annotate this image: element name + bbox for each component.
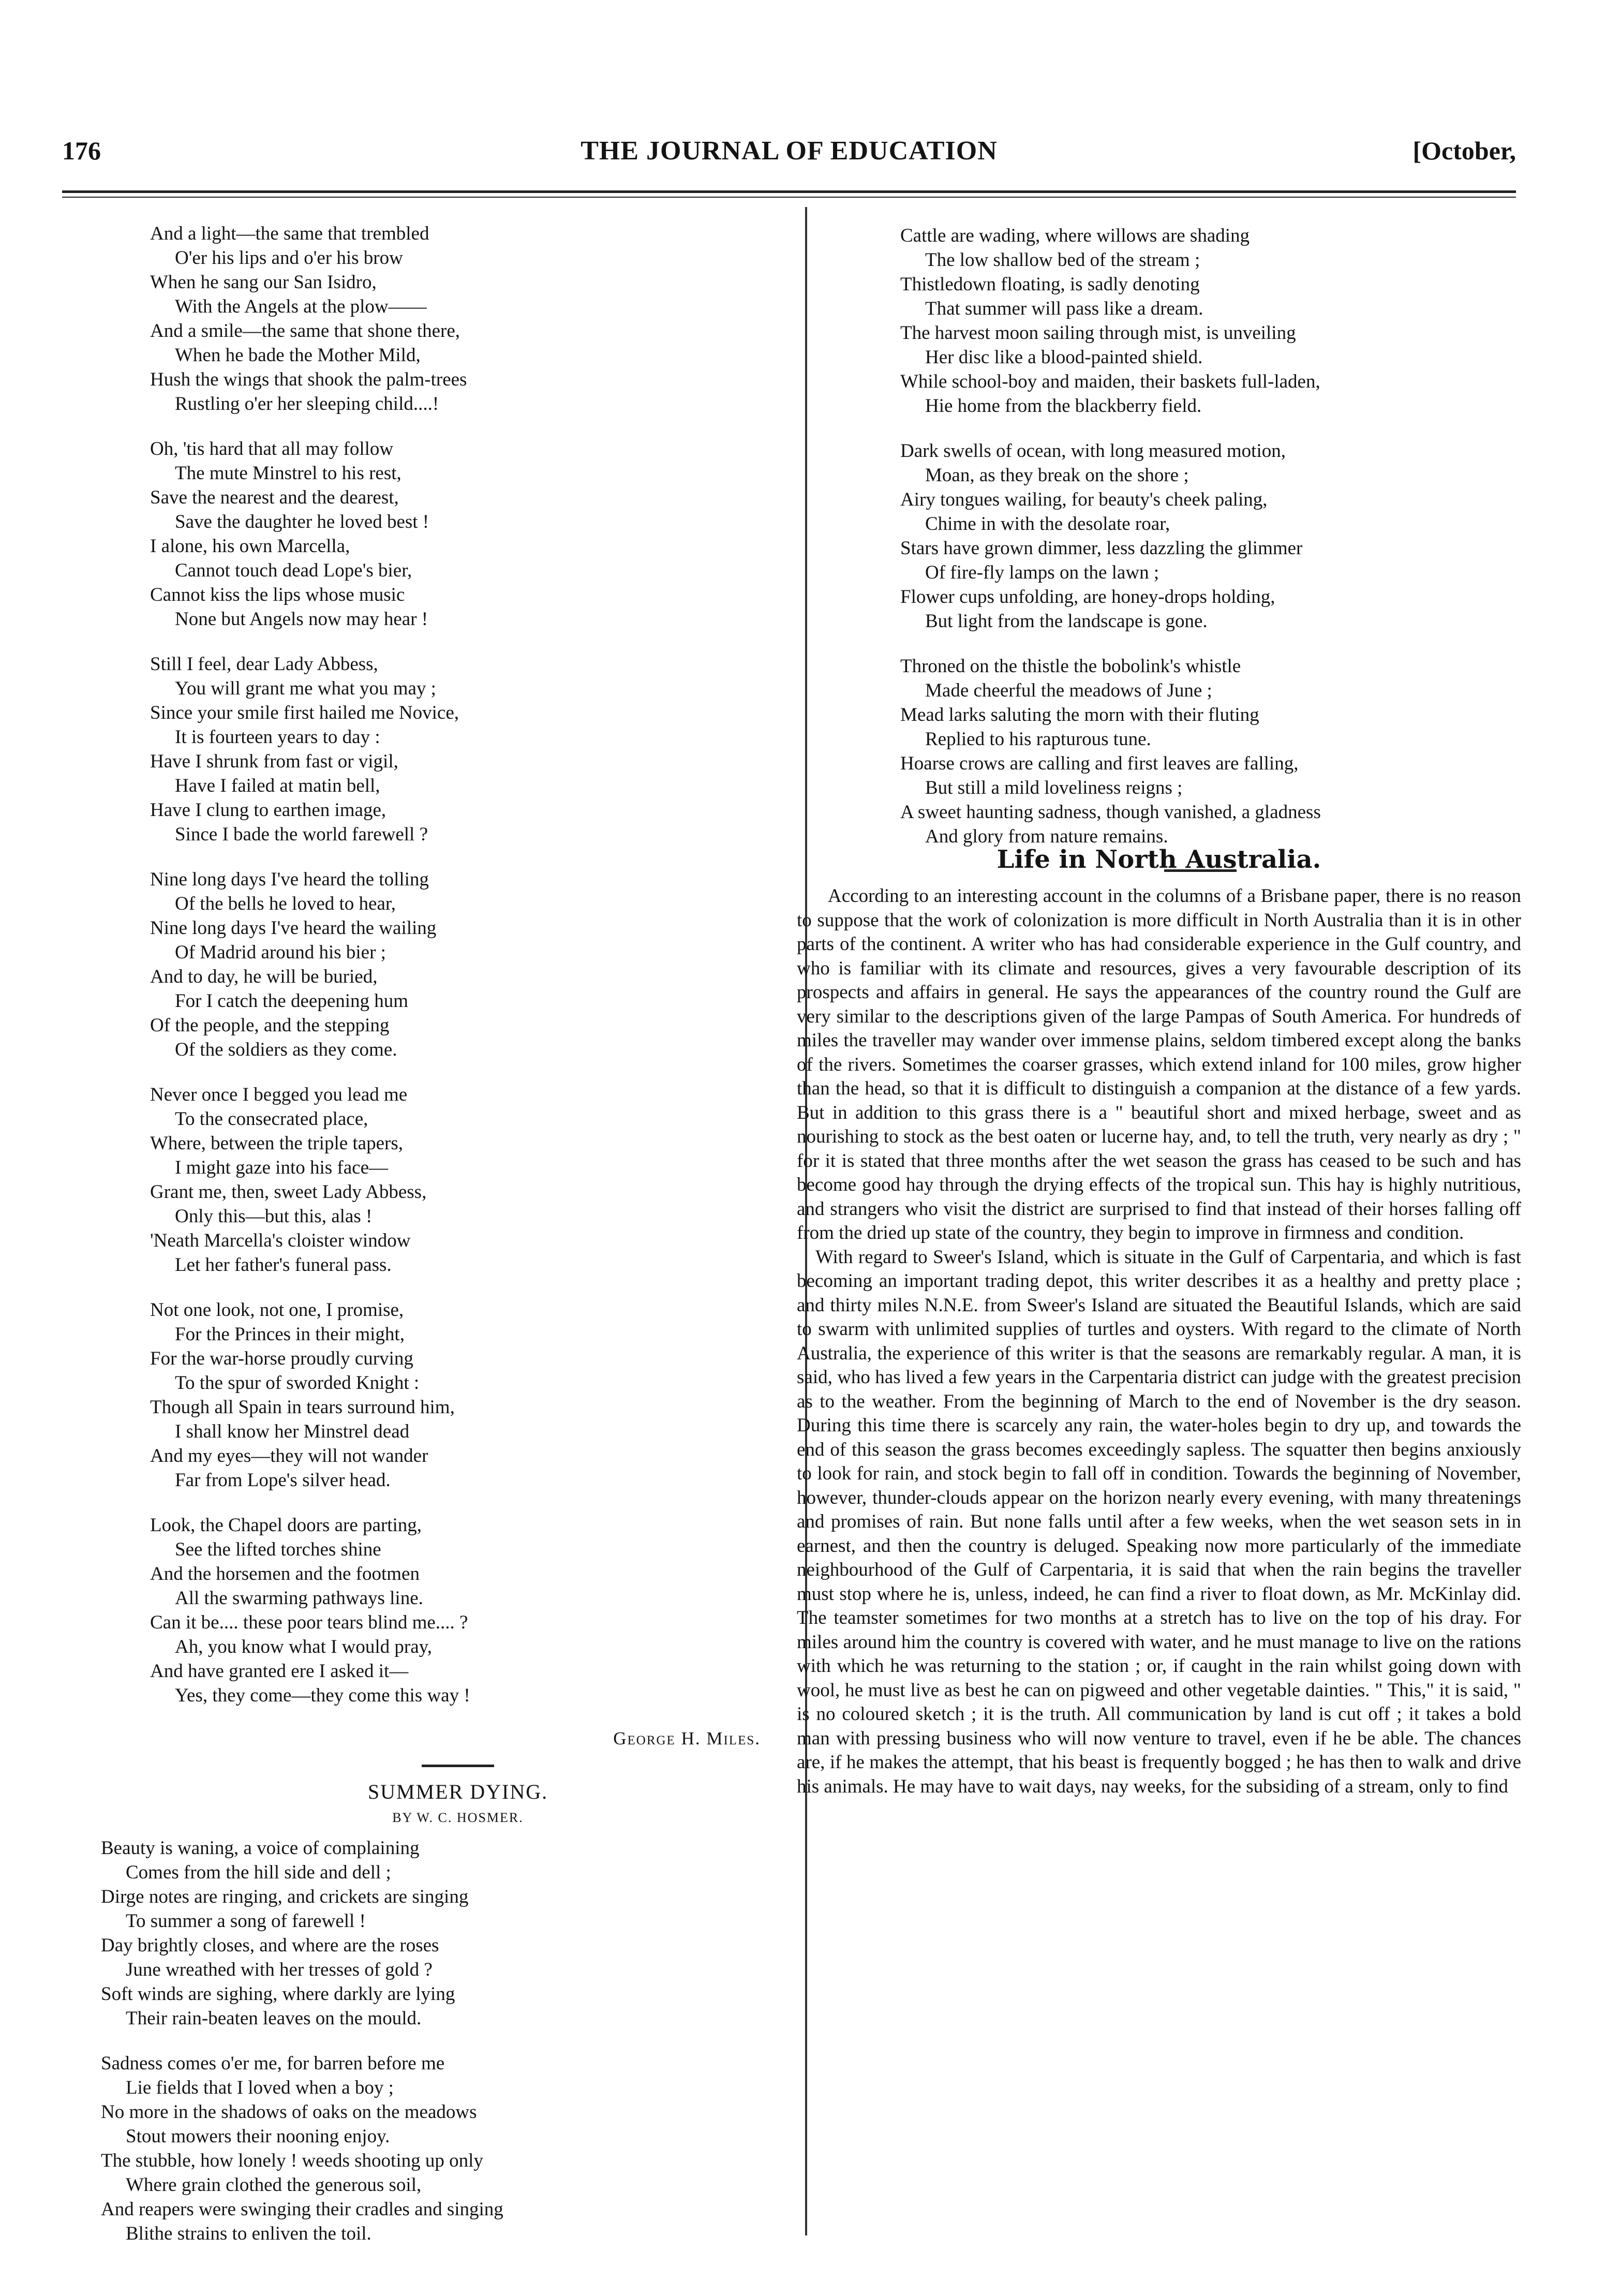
- poem-line: For the Princes in their might,: [175, 1324, 405, 1345]
- poem-line: Soft winds are sighing, where darkly are lying: [101, 1983, 455, 2005]
- poem-line: Airy tongues wailing, for beauty's cheek paling,: [900, 489, 1268, 510]
- poem-line: Sadness comes o'er me, for barren before me: [101, 2053, 445, 2074]
- poem-line: I shall know her Minstrel dead: [175, 1421, 410, 1442]
- article-paragraph: According to an interesting account in the columns of a Brisbane paper, there is no reason to suppose that the work of colonization is more difficult in North Australia than it is in other parts of the continent. A writer who has had considerable experience in the Gulf country, and who is familiar with its climate and resources, gives a very favourable description of its prospects and affairs in general. He says the appearances of the country round the Gulf are very similar to the descriptions given of the large Pampas of South America. For hundreds of miles the traveller may wander over immense plains, seldom timbered except along the banks of the rivers. Sometimes the coarser grasses, which extend inland for 100 miles, grow higher than the head, so that it is difficult to distinguish a companion at the distance of a few yards. But in addition to this grass there is a " beautiful short and mixed herbage, sweet and as nourishing to stock as the best oaten or lucerne hay, and, to tell the truth, very nearly as dry ; " for it is stated that three months after the wet season the grass has ceased to be such and has become good hay through the drying effects of the tropical sun. This hay is highly nutritious, and strangers who visit the district are surprised to find that instead of their horses falling off from the dried up state of the country, they begin to improve in firmness and condition.: [797, 885, 1521, 1243]
- poem-line: Stars have grown dimmer, less dazzling the glimmer: [900, 538, 1303, 559]
- poem-line: And reapers were swinging their cradles and singing: [101, 2199, 503, 2220]
- poem-line: No more in the shadows of oaks on the meadows: [101, 2101, 477, 2123]
- poem-line: That summer will pass like a dream.: [925, 298, 1203, 319]
- poem-line: All the swarming pathways line.: [175, 1588, 423, 1609]
- poem-line: Since your smile first hailed me Novice,: [150, 702, 459, 723]
- poem-line: Though all Spain in tears surround him,: [150, 1397, 455, 1418]
- summer-dying-part-1: [101, 1836, 766, 2246]
- poem-line: Hie home from the blackberry field.: [925, 395, 1202, 417]
- article: [797, 841, 1521, 1799]
- poem-line: The harvest moon sailing through mist, is unveiling: [900, 322, 1296, 344]
- poem-line: Look, the Chapel doors are parting,: [150, 1515, 422, 1536]
- poem-line: Comes from the hill side and dell ;: [126, 1862, 391, 1883]
- poem-line: Let her father's funeral pass.: [175, 1254, 392, 1276]
- poem-line: Where, between the triple tapers,: [150, 1133, 403, 1154]
- poem-line: Have I failed at matin bell,: [175, 775, 380, 796]
- poem-line: Stout mowers their nooning enjoy.: [126, 2126, 390, 2147]
- poem-line: Nine long days I've heard the tolling: [150, 869, 429, 890]
- poem-line: Moan, as they break on the shore ;: [925, 465, 1189, 486]
- poem-line: Yes, they come—they come this way !: [175, 1685, 470, 1706]
- poem-line: Lie fields that I loved when a boy ;: [126, 2077, 394, 2098]
- poem-line: June wreathed with her tresses of gold ?: [126, 1959, 433, 1980]
- journal-title: THE JOURNAL OF EDUCATION: [581, 136, 998, 166]
- stanza: [150, 1513, 766, 1708]
- poem-line: Save the nearest and the dearest,: [150, 487, 399, 508]
- poem-line: When he sang our San Isidro,: [150, 272, 377, 293]
- header-rule-thick: [62, 190, 1516, 193]
- header-rule-thin: [62, 197, 1516, 198]
- stanza: [150, 652, 766, 847]
- section-divider: [422, 1765, 494, 1767]
- stanza: [101, 2051, 766, 2246]
- article-title: Life in North Australia.: [997, 845, 1321, 874]
- poem-line: I alone, his own Marcella,: [150, 536, 350, 557]
- poem-line: Can it be.... these poor tears blind me.... ?: [150, 1612, 468, 1633]
- stanza: [150, 1083, 766, 1277]
- poem-line: Oh, 'tis hard that all may follow: [150, 438, 394, 460]
- poem-line: Where grain clothed the generous soil,: [126, 2174, 422, 2196]
- poem-line: Made cheerful the meadows of June ;: [925, 680, 1212, 701]
- poem-line: Beauty is waning, a voice of complaining: [101, 1838, 420, 1859]
- poem-line: Only this—but this, alas !: [175, 1206, 373, 1227]
- stanza: [900, 439, 1500, 633]
- poem-line: Dark swells of ocean, with long measured motion,: [900, 440, 1286, 462]
- poem-line: Far from Lope's silver head.: [175, 1470, 391, 1491]
- stanza: [101, 1836, 766, 2031]
- poem-line: Their rain-beaten leaves on the mould.: [126, 2008, 422, 2029]
- poem-line: O'er his lips and o'er his brow: [175, 247, 403, 269]
- poem-line: See the lifted torches shine: [175, 1539, 381, 1560]
- poem-line: The low shallow bed of the stream ;: [925, 249, 1200, 271]
- poem-marcella: [150, 221, 766, 1708]
- poem-line: Cannot kiss the lips whose music: [150, 584, 405, 605]
- poem-line: And a light—the same that trembled: [150, 223, 429, 244]
- poem-line: Not one look, not one, I promise,: [150, 1299, 404, 1321]
- poem-line: Hoarse crows are calling and first leaves are falling,: [900, 753, 1299, 774]
- poem-line: For the war-horse proudly curving: [150, 1348, 413, 1369]
- stanza: [150, 221, 766, 416]
- poem-line: With the Angels at the plow——: [175, 296, 427, 317]
- poem-line: Mead larks saluting the morn with their fluting: [900, 704, 1259, 725]
- poem-line: Cannot touch dead Lope's bier,: [175, 560, 412, 581]
- stanza: [900, 224, 1500, 418]
- poem-line: While school-boy and maiden, their baskets full-laden,: [900, 371, 1320, 392]
- poem-line: It is fourteen years to day :: [175, 727, 380, 748]
- poem-line: I might gaze into his face—: [175, 1157, 389, 1178]
- poem-line: Have I shrunk from fast or vigil,: [150, 751, 398, 772]
- poem-line: Since I bade the world farewell ?: [175, 824, 428, 845]
- right-column-poem: [900, 224, 1500, 884]
- poem-line: 'Neath Marcella's cloister window: [150, 1230, 411, 1251]
- poem-line: Blithe strains to enliven the toil.: [126, 2223, 371, 2244]
- poem-line: But still a mild loveliness reigns ;: [925, 777, 1183, 798]
- poem-line: For I catch the deepening hum: [175, 990, 409, 1012]
- poem-line: You will grant me what you may ;: [175, 678, 436, 699]
- poem-line: And to day, he will be buried,: [150, 966, 378, 987]
- poem-line: Flower cups unfolding, are honey-drops holding,: [900, 586, 1275, 608]
- stanza: [900, 654, 1500, 849]
- poem-line: Of the soldiers as they come.: [175, 1039, 397, 1060]
- poem-line: To the spur of sworded Knight :: [175, 1372, 420, 1394]
- poem-line: Replied to his rapturous tune.: [925, 729, 1151, 750]
- poem-line: Never once I begged you lead me: [150, 1084, 408, 1105]
- poem-line: Ah, you know what I would pray,: [175, 1636, 433, 1657]
- article-paragraph: With regard to Sweer's Island, which is situate in the Gulf of Carpentaria, and which is fast becoming an important trading depot, this writer describes it as a healthy and pretty place ; and thirty miles N.N.E. from Sweer's Island are situated the Beautiful Islands, which are said to swarm with unlimited supplies of turtles and oysters. With regard to the climate of North Australia, the experience of this writer is that the seasons are remarkably regular. A man, it is said, who has lived a few years in the Carpentaria district can judge with the greatest precision as to the weather. From the beginning of March to the end of November is the dry season. During this time there is scarcely any rain, the water-holes begin to dry up, and towards the end of this season the grass becomes exceedingly sapless. The squatter then begins anxiously to look for rain, and stock begin to fall off in condition. Towards the beginning of November, however, thunder-clouds appear on the horizon nearly every evening, with many threatenings and promises of rain. But none falls until after a few weeks, when the wet season sets in in earnest, and then the country is deluged. Speaking now more particularly of the immediate neighbourhood of the Gulf of Carpentaria, it is said that when the rain begins the traveller must stop where he is, unless, indeed, he can find a river to float down, as Mr. McKinlay did. The teamster sometimes for two months at a stretch has to live on the top of his dray. For miles around him the country is covered with water, and he must manage to live on the rations with which he was returning to the station ; or, if caught in the rain whilst going down with wool, he must live as best he can on pigweed and other vegetable dainties. " This," it is said, " is no coloured sketch ; it is the truth. All communication by land is cut off ; it takes a bold man with pressing business who will now venture to travel, even if he be able. The chances are, if he makes the attempt, that his beast is frequently bogged ; he has then to walk and drive his animals. He may have to wait days, nay weeks, for the subsiding of a stream, only to find: [797, 1246, 1521, 1797]
- stanza: [150, 437, 766, 631]
- poem-line: Cattle are wading, where willows are shading: [900, 225, 1250, 246]
- poem-line: Her disc like a blood-painted shield.: [925, 347, 1203, 368]
- stanza: [150, 867, 766, 1062]
- poem-line: Day brightly closes, and where are the roses: [101, 1935, 439, 1956]
- poem-line: Have I clung to earthen image,: [150, 799, 386, 821]
- poem-line: Grant me, then, sweet Lady Abbess,: [150, 1181, 427, 1203]
- poem-line: And my eyes—they will not wander: [150, 1445, 428, 1467]
- poem-line: To summer a song of farewell !: [126, 1910, 366, 1932]
- poem-line: Rustling o'er her sleeping child....!: [175, 393, 439, 414]
- poem-line: Dirge notes are ringing, and crickets are singing: [101, 1886, 469, 1907]
- poem-line: Chime in with the desolate roar,: [925, 513, 1170, 535]
- poem-line: Of the people, and the stepping: [150, 1015, 390, 1036]
- issue-month: [October,: [1412, 136, 1516, 165]
- poem-line: Nine long days I've heard the wailing: [150, 917, 437, 939]
- poem-line: Hush the wings that shook the palm-trees: [150, 369, 467, 390]
- poem-line: But light from the landscape is gone.: [925, 611, 1208, 632]
- poem-signature: George H. Miles.: [613, 1728, 761, 1749]
- poem-line: The mute Minstrel to his rest,: [175, 463, 402, 484]
- poem-line: Throned on the thistle the bobolink's whistle: [900, 656, 1241, 677]
- left-column: [101, 221, 766, 2267]
- summer-dying-part-2: [900, 224, 1500, 849]
- poem-line: Of Madrid around his bier ;: [175, 942, 386, 963]
- poem-line: Of the bells he loved to hear,: [175, 893, 396, 914]
- stanza: [150, 1298, 766, 1492]
- poem-line: And glory from nature remains.: [925, 826, 1168, 847]
- page-header: [62, 136, 1516, 177]
- poem-line: And a smile—the same that shone there,: [150, 320, 460, 342]
- poem-line: And the horsemen and the footmen: [150, 1563, 420, 1584]
- poem-line: Thistledown floating, is sadly denoting: [900, 274, 1200, 295]
- page-number: 176: [62, 136, 101, 165]
- poem-line: None but Angels now may hear !: [175, 609, 428, 630]
- poem-byline: BY W. C. HOSMER.: [392, 1810, 524, 1825]
- poem-line: When he bade the Mother Mild,: [175, 345, 421, 366]
- poem-line: And have granted ere I asked it—: [150, 1661, 409, 1682]
- poem-title: SUMMER DYING.: [367, 1780, 548, 1803]
- poem-line: A sweet haunting sadness, though vanished, a gladness: [900, 802, 1321, 823]
- poem-line: The stubble, how lonely ! weeds shooting up only: [101, 2150, 483, 2171]
- poem-line: Of fire-fly lamps on the lawn ;: [925, 562, 1159, 583]
- poem-line: To the consecrated place,: [175, 1108, 368, 1130]
- poem-line: Still I feel, dear Lady Abbess,: [150, 654, 378, 675]
- poem-line: Save the daughter he loved best !: [175, 511, 429, 532]
